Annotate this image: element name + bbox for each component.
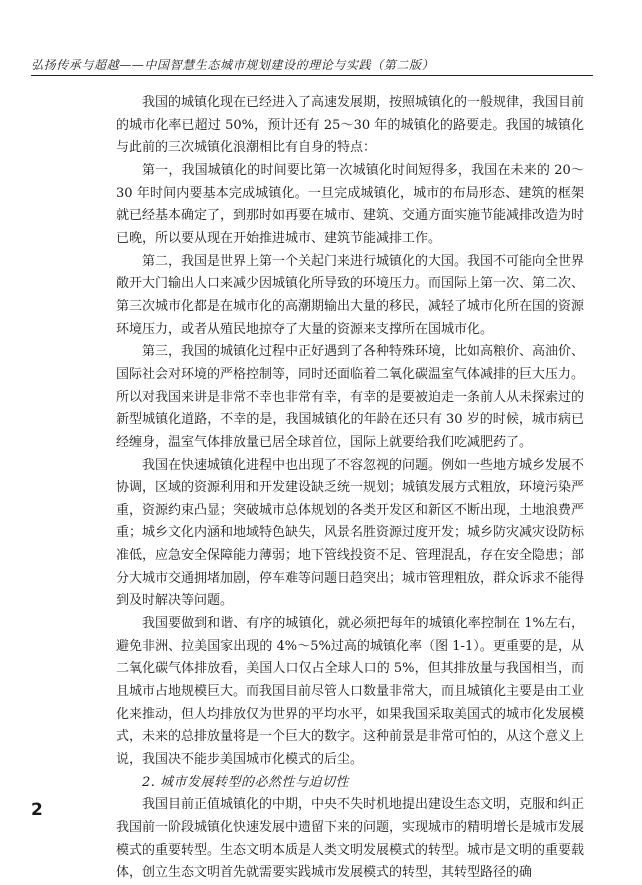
section-heading: 2. 城市发展转型的必然性与迫切性 — [142, 774, 350, 790]
paragraph: 第一，我国城镇化的时间要比第一次城镇化时间短得多，我国在未来的 20～30 年时间内要基本完成城镇化。一旦完成城镇化，城市的布局形态、建筑的框架就已经基本确定了，到那时如再要在城市、建筑、交通方面实施节能减排改造为时已晚，所以要从现在开始推进城市、建筑节能减排工作。 — [116, 162, 585, 246]
running-header: 弘扬传承与超越——中国智慧生态城市规划建设的理论与实践（第二版） — [31, 58, 435, 72]
body-text — [116, 92, 584, 885]
header-divider — [31, 75, 593, 76]
paragraph: 第二，我国是世界上第一个关起门来进行城镇化的大国。我国不可能向全世界敞开大门输出人口来减少因城镇化所导致的环境压力。而国际上第一次、第二次、第三次城市化都是在城市化的高潮期输出大量的移民，减轻了城市化所在国的资源环境压力，或者从殖民地掠夺了大量的资源来支撑所在国城市化。 — [116, 253, 585, 337]
paragraph: 我国目前正值城镇化的中期，中央不失时机地提出建设生态文明，克服和纠正我国前一阶段城镇化快速发展中遗留下来的问题，实现城市的精明增长是城市发展模式的重要转型。生态文明本质是人类文明发展模式的转型。城市是文明的重要载体，创立生态文明首先就需要实践城市发展模式的转型，其转型路径的确 — [116, 797, 585, 881]
paragraph: 第三，我国的城镇化过程中正好遇到了各种特殊环境，比如高粮价、高油价、国际社会对环境的严格控制等，同时还面临着二氧化碳温室气体减排的巨大压力。所以对我国来讲是非常不幸也非常有幸，有幸的是要被迫走一条前人从未探索过的新型城镇化道路，不幸的是，我国城镇化的年龄在还只有 30 岁的时候，城市病已经缠身，温室气体排放量已居全球首位，国际上就要给我们吃减肥药了。 — [116, 344, 585, 450]
page-number: 2 — [31, 800, 43, 820]
paragraph: 我国的城镇化现在已经进入了高速发展期，按照城镇化的一般规律，我国目前的城市化率已超过 50%，预计还有 25～30 年的城镇化的路要走。我国的城镇化与此前的三次城镇化浪潮相比有自身的特点： — [116, 95, 585, 156]
paragraph: 我国要做到和谐、有序的城镇化，就必须把每年的城镇化率控制在 1%左右，避免非洲、拉美国家出现的 4%～5%过高的城镇化率（图 1-1）。更重要的是，从二氧化碳气体排放看，美国人口仅占全球人口的 5%，但其排放量与我国相当，而且城市占地规模巨大。而我国目前尽管人口数量非常大，而且城镇化主要是由工业化来推动，但人均排放仅为世界的平均水平，如果我国采取美国式的城市化发展模式，未来的总排放量将是一个巨大的数字。这种前景是非常可怕的，从这个意义上说，我国决不能步美国城市化模式的后尘。 — [116, 616, 585, 768]
paragraph: 我国在快速城镇化进程中也出现了不容忽视的问题。例如一些地方城乡发展不协调，区域的资源利用和开发建设缺乏统一规划；城镇发展方式粗放，环境污染严重，资源约束凸显；突破城市总体规划的各类开发区和新区不断出现，土地浪费严重；城乡文化内涵和地域特色缺失，风景名胜资源过度开发；城乡防灾减灾设防标准低，应急安全保障能力薄弱；地下管线投资不足、管理混乱，存在安全隐患；部分大城市交通拥堵加剧，停车难等问题日趋突出；城市管理粗放，群众诉求不能得到及时解决等问题。 — [116, 457, 585, 609]
